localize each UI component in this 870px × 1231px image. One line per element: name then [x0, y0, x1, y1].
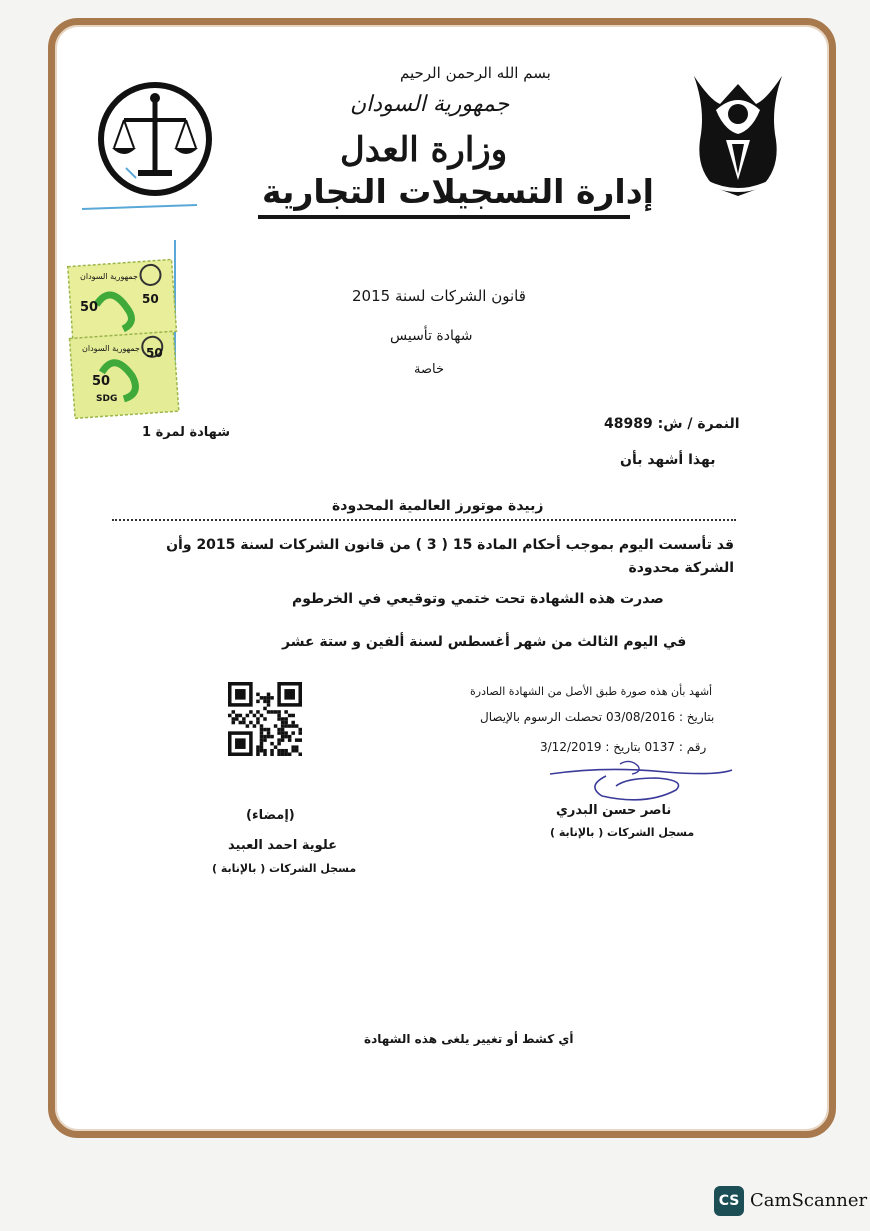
stamp-label: جمهورية السودان [82, 344, 140, 353]
footer-warning: أي كشط أو تغيير يلغى هذه الشهادة [364, 1032, 574, 1046]
justice-scales-seal-icon [96, 80, 214, 198]
revenue-stamps [66, 252, 206, 432]
law-title: قانون الشركات لسنة 2015 [352, 287, 526, 305]
camscanner-watermark: CamScanner [750, 1190, 868, 1211]
republic-heading: جمهورية السودان [350, 92, 510, 117]
certificate-issue-count: شهادة لمرة 1 [142, 425, 231, 440]
stamp-label: جمهورية السودان [80, 272, 138, 281]
true-copy-date: بتاريخ : 03/08/2016 تحصلت الرسوم بالإيصال [480, 710, 715, 724]
dotted-divider [112, 519, 736, 521]
sudan-emblem-icon [686, 70, 790, 202]
handwritten-signature-icon [546, 756, 736, 804]
stamp-value: 50 [146, 346, 163, 360]
certificate-type: شهادة تأسيس [390, 328, 473, 344]
certificate-category: خاصة [414, 362, 445, 377]
department-heading: إدارة التسجيلات التجارية [262, 172, 654, 211]
true-copy-number: رقم : 0137 بتاريخ : 3/12/2019 [540, 740, 707, 754]
company-name: زبيدة موتورز العالمية المحدودة [332, 498, 544, 514]
basmala-heading: بسم الله الرحمن الرحيم [400, 64, 551, 82]
registrar-title-left: مسجل الشركات ( بالإنابة ) [212, 862, 357, 875]
stamp-value: 50 [80, 300, 99, 315]
registrar-name-right: ناصر حسن البدري [556, 803, 672, 818]
qr-code-icon [228, 682, 302, 756]
true-copy-statement: أشهد بأن هذه صورة طبق الأصل من الشهادة الصادرة [470, 685, 713, 698]
stamp-value: 50 [142, 292, 159, 306]
ministry-heading: وزارة العدل [340, 130, 508, 170]
hereby-statement: بهذا أشهد بأن [620, 452, 716, 468]
incorporation-paragraph: قد تأسست اليوم بموجب أحكام المادة 15 ( 3 ) من قانون الشركات لسنة 2015 وأن الشركة محدودة [166, 537, 734, 576]
stamp-value: 50 [92, 374, 111, 389]
issue-date-statement: في اليوم الثالث من شهر أغسطس لسنة ألفين و ستة عشر [282, 634, 687, 650]
registrar-title-right: مسجل الشركات ( بالإنابة ) [550, 826, 695, 839]
camscanner-logo-icon: CS [714, 1186, 744, 1216]
stamp-currency: SDG [96, 394, 118, 404]
issued-statement: صدرت هذه الشهادة تحت ختمي وتوقيعي في الخرطوم [292, 591, 664, 607]
registrar-name-left: علوية احمد العبيد [228, 838, 338, 853]
heading-underline [258, 215, 630, 219]
certificate-number: النمرة / ش: 48989 [604, 416, 740, 432]
signature-label: (إمضاء) [246, 808, 295, 823]
